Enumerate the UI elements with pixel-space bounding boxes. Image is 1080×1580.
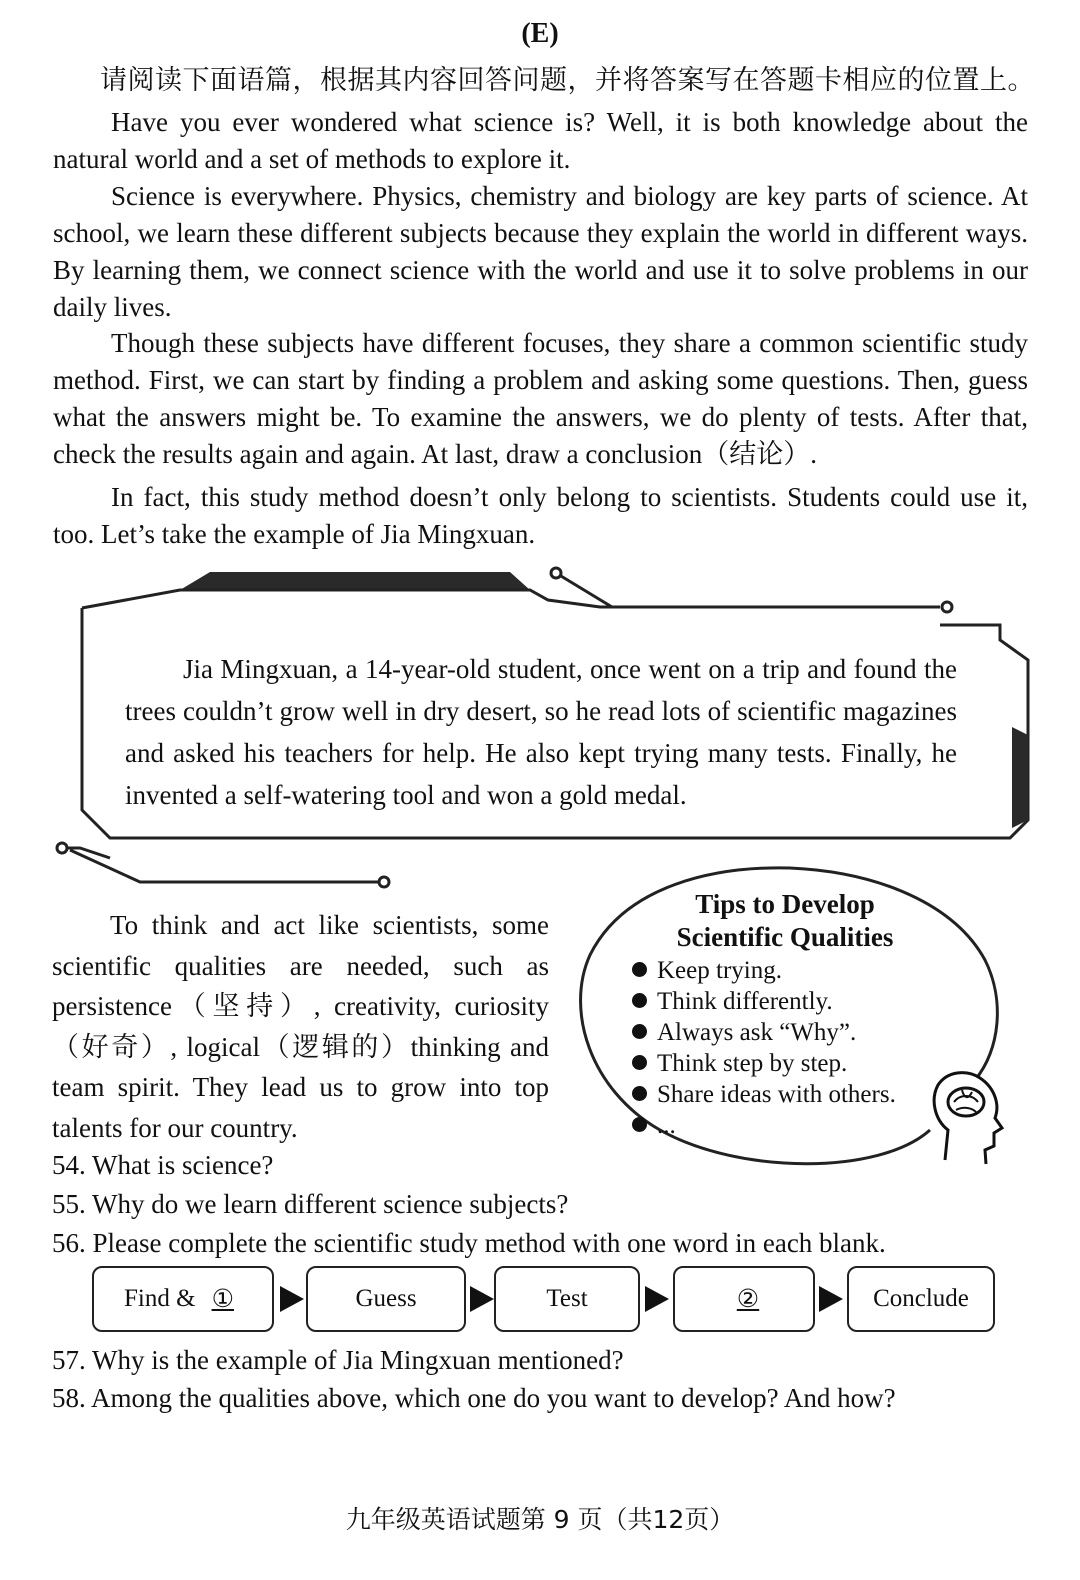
question-58: 58. Among the qualities above, which one do you want to develop? And how?: [52, 1383, 896, 1413]
page-footer: 九年级英语试题第 9 页（共12页）: [345, 1505, 735, 1534]
example-box-text: Jia Mingxuan, a 14-year-old student, once went on a trip and found the trees couldn’t grow well in dry desert, so he read lots of scientific magazines and asked his teachers for help. He also kept trying many tests. Finally, he invented a self-watering tool and won a gold medal.: [125, 654, 957, 810]
passage-paragraph-1: Have you ever wondered what science is? Well, it is both knowledge about the natural world and a set of methods to explore it.: [53, 107, 1028, 174]
flow-step-guess: Guess: [306, 1266, 466, 1332]
passage-paragraph-2: Science is everywhere. Physics, chemistry and biology are key parts of science. At school, we learn these different subjects because they explain the world in different ways. By learning them, we connect science with the world and use it to solve problems in our daily lives.: [53, 181, 1028, 322]
bullet-icon: [632, 993, 647, 1008]
flow-step-blank-2: [673, 1266, 815, 1332]
tips-item: ...: [632, 1110, 896, 1141]
tips-item: Think differently.: [632, 986, 896, 1017]
head-brain-icon: [934, 1073, 1002, 1164]
flow-blank-2: ②: [736, 1286, 760, 1313]
tips-item: Think step by step.: [632, 1048, 896, 1079]
flow-blank-1: ①: [211, 1286, 234, 1313]
flow-arrow-icon: [645, 1286, 669, 1312]
flow-arrow-icon: [470, 1286, 494, 1312]
bullet-icon: [632, 1024, 647, 1039]
instruction: 请阅读下面语篇，根据其内容回答问题，并将答案写在答题卡相应的位置上。: [100, 65, 1035, 96]
passage-paragraph-4: In fact, this study method doesn’t only belong to scientists. Students could use it, too. Let’s take the example of Jia Mingxuan.: [53, 482, 1028, 549]
bullet-icon: [632, 1086, 647, 1101]
flow-arrow-icon: [280, 1286, 304, 1312]
question-57: 57. Why is the example of Jia Mingxuan mentioned?: [52, 1345, 624, 1375]
bullet-icon: [632, 962, 647, 977]
section-title: (E): [521, 18, 559, 49]
tips-title: Tips to Develop Scientific Qualities: [676, 889, 894, 952]
flow-step-conclude: Conclude: [847, 1266, 995, 1332]
tips-list: [632, 955, 896, 1141]
flow-step-find: Find & ①: [92, 1266, 274, 1332]
bullet-icon: [632, 1117, 647, 1132]
qualities-paragraph: To think and act like scientists, some scientific qualities are needed, such as persistence（坚持）, creativity, curiosity（好奇）, logical（逻辑的）thinking and team spirit. They lead us to grow into top talents for our country.: [52, 910, 549, 1143]
tips-item: Always ask “Why”.: [632, 1017, 896, 1048]
question-55: 55. Why do we learn different science subjects?: [52, 1189, 569, 1219]
bullet-icon: [632, 1055, 647, 1070]
passage-paragraph-3: Though these subjects have different focuses, they share a common scientific study method. First, we can start by finding a problem and asking some questions. Then, guess what the answers might be. To examine the answers, we do plenty of tests. After that, check the results again and again. At last, draw a conclusion（结论）.: [53, 328, 1028, 469]
tips-item: Share ideas with others.: [632, 1079, 896, 1110]
tips-item: Keep trying.: [632, 955, 896, 986]
question-56: 56. Please complete the scientific study method with one word in each blank.: [52, 1228, 886, 1258]
flow-arrow-icon: [819, 1286, 843, 1312]
question-54: 54. What is science?: [52, 1150, 274, 1180]
flow-step-test: Test: [494, 1266, 640, 1332]
